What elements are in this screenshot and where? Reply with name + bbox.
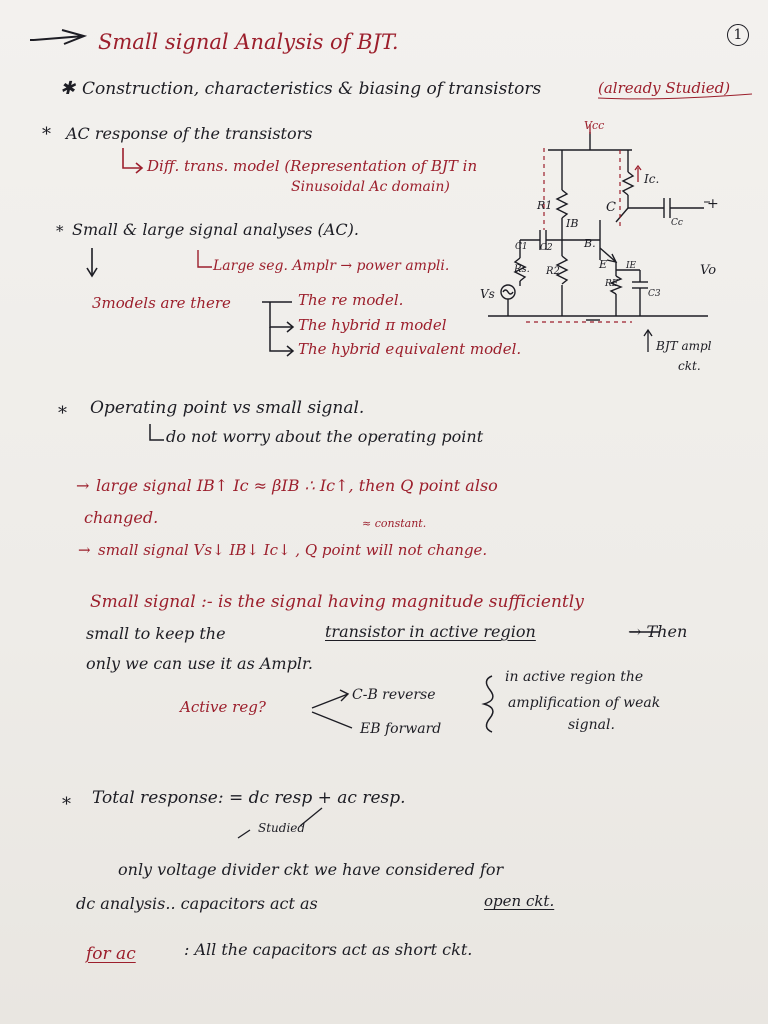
small-signal-text: small signal Vs↓ IB↓ Ic↓ , Q point will not change. [98,541,488,559]
curly-brace-icon [484,676,493,732]
definition-line-2c: → Then [628,622,688,641]
small-signal-arrow: → [78,541,91,559]
label-re: RE [605,279,619,289]
definition-line-2b: transistor in active region [325,622,536,641]
current-arrow-icon [590,124,641,182]
label-c2: C2 [540,243,553,253]
definition-line-3: only we can use it as Amplr. [86,654,313,673]
down-arrow-icon [87,248,97,276]
label-cc: Cc [671,218,683,228]
already-studied-note: (already Studied) [598,79,731,97]
operating-point-text: Operating point vs small signal. [90,398,365,418]
construction-text: Construction, characteristics & biasing of transistors [82,79,542,99]
caption-arrow-icon [644,330,652,352]
model-bracket-icon [262,302,293,356]
circuit-caption-line-2: ckt. [678,359,701,373]
open-ckt-text: open ckt. [484,892,555,910]
label-ib: IB [566,217,579,230]
label-plus: + [707,196,719,212]
diff-model-arrow-icon [123,148,142,173]
label-e: E [599,258,608,271]
large-seg-arrow-icon [198,250,212,267]
bullet-ac-response: * [42,124,51,145]
circuit-caption-line-1: BJT ampl [656,339,712,353]
bullet-operating-point: * [58,403,67,424]
small-large-text: Small & large signal analyses (AC). [72,220,359,239]
bleed-through-mark [520,505,521,519]
label-r1: R1 [537,199,553,212]
model-hybrid-equivalent: The hybrid equivalent model. [298,340,522,358]
title-arrow-icon [34,30,84,44]
bullet-small-large: * [56,222,64,240]
active-side-note-1: in active region the [505,669,644,685]
label-r2: R2 [546,266,560,277]
label-ie: IE [626,261,637,271]
label-ic: Ic. [644,172,660,186]
page-title: Small signal Analysis of BJT. [98,30,399,54]
only-voltage-line: only voltage divider ckt we have considered for [118,860,504,879]
active-region-text: Active reg? [180,698,266,716]
definition-line-1: Small signal :- is the signal having magnitude sufficiently [90,592,584,612]
circuit-dashed-box [526,148,632,322]
diff-model-line-2: Sinusoidal Ac domain) [291,179,450,195]
active-side-note-3: signal. [568,717,615,733]
cb-reverse-text: C-B reverse [352,687,436,703]
large-seg-text: Large seg. Amplr → power ampli. [213,258,450,274]
studied-note: Studied [258,821,306,835]
active-region-branch-icon [312,690,352,728]
model-hybrid-pi: The hybrid π model [298,316,447,334]
label-c3: C3 [648,289,661,299]
model-re: The re model. [298,291,404,309]
label-c1: C1 [515,242,528,252]
constant-note: ≈ constant. [362,517,427,530]
label-vo: Vo [700,263,717,278]
active-side-note-2: amplification of weak [508,695,661,711]
for-ac-label: for ac [86,944,136,964]
for-ac-text: : All the capacitors act as short ckt. [184,940,473,959]
definition-line-2a: small to keep the [86,624,226,643]
label-vs: Vs [480,287,495,301]
page-number: 1 [727,24,749,46]
ac-response-text: AC response of the transistors [66,124,313,143]
changed-text: changed. [84,508,159,527]
label-c: C [606,200,616,215]
label-b: B. [584,237,596,250]
do-not-worry-text: do not worry about the operating point [166,427,484,446]
bullet-total-response: * [62,794,71,815]
eb-forward-text: EB forward [360,721,442,737]
three-models-text: 3models are there [92,294,231,312]
diff-model-line-1: Diff. trans. model (Representation of BJT in [147,157,478,175]
do-not-worry-arrow-icon [150,424,164,440]
total-response-text: Total response: = dc resp + ac resp. [92,788,406,808]
dc-analysis-line: dc analysis.. capacitors act as [76,894,318,913]
large-signal-arrow: → [76,476,90,495]
label-vcc: Vcc [584,119,605,132]
label-rs: Rs. [514,264,530,275]
large-signal-text: large signal IB↑ Ic ≈ βIB ∴ Ic↑, then Q point also [96,476,498,495]
bullet-construction: ✱ [60,78,76,99]
